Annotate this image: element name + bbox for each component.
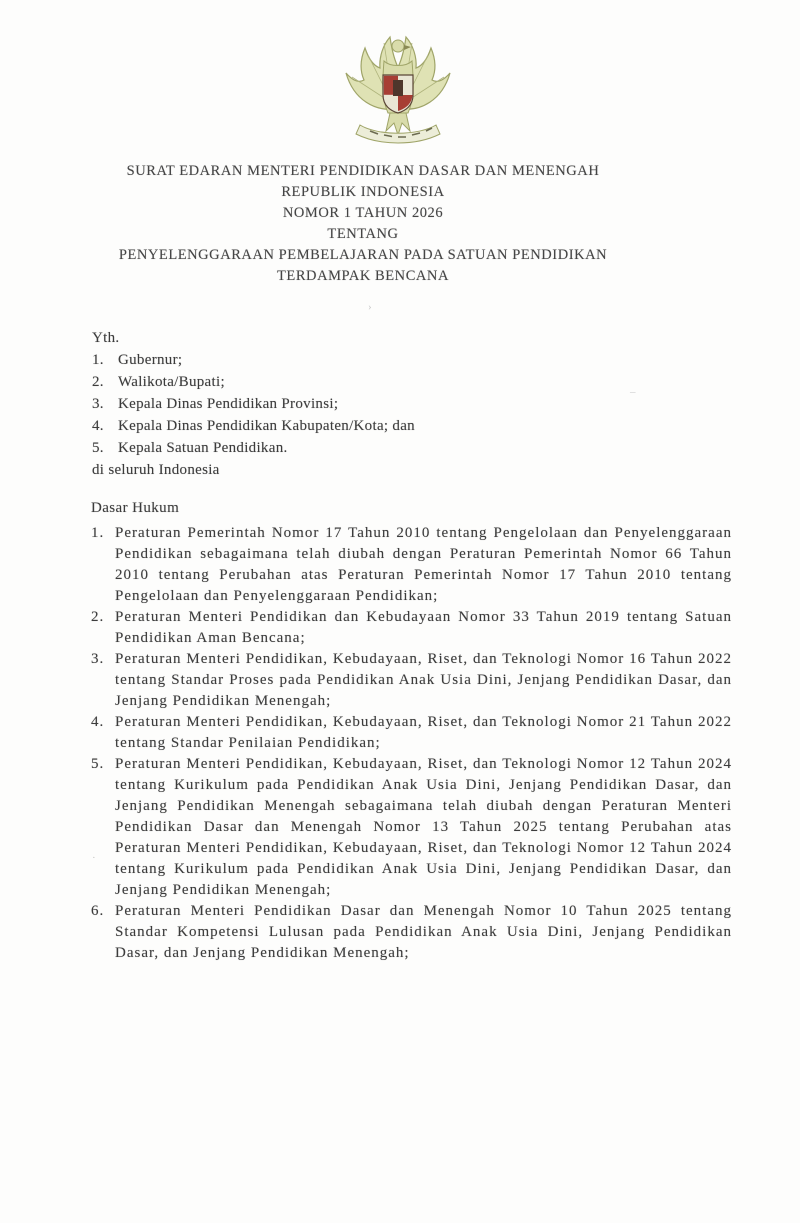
recipient-number: 1. bbox=[92, 352, 104, 368]
recipient-number: 5. bbox=[92, 440, 104, 456]
heading-line-5: PENYELENGGARAAN PEMBELAJARAN PADA SATUAN PENDIDIKAN bbox=[118, 247, 608, 263]
item-text: Peraturan Pemerintah Nomor 17 Tahun 2010 tentang Pengelolaan dan Penyelenggaraan Pendidikan sebagaimana telah diubah dengan Peraturan Pemerintah Nomor 66 Tahun 2010 tentang Perubahan atas Peraturan Pemerintah Nomor 17 Tahun 2010 tentang Pengelolaan dan Penyelenggaraan Pendidikan; bbox=[115, 525, 732, 604]
item-text: Peraturan Menteri Pendidikan dan Kebudayaan Nomor 33 Tahun 2019 tentang Satuan Pendidikan Aman Bencana; bbox=[115, 609, 732, 646]
recipient-number: 2. bbox=[92, 374, 104, 390]
salutation: Yth. bbox=[92, 330, 120, 346]
legal-basis-item bbox=[91, 607, 732, 649]
legal-basis-item bbox=[91, 901, 732, 964]
recipient-text: Kepala Satuan Pendidikan. bbox=[118, 440, 288, 456]
recipient-text: Walikota/Bupati; bbox=[118, 374, 225, 390]
letter-heading bbox=[60, 161, 666, 287]
heading-line-4: TENTANG bbox=[327, 226, 399, 242]
garuda-pancasila-emblem bbox=[336, 33, 460, 149]
recipient-item bbox=[92, 415, 712, 437]
garuda-head bbox=[392, 40, 404, 52]
recipient-text: Gubernur; bbox=[118, 352, 183, 368]
item-number: 3. bbox=[91, 651, 105, 667]
scan-speck: · bbox=[92, 852, 96, 864]
heading-line-2: REPUBLIK INDONESIA bbox=[281, 184, 445, 200]
heading-line-3: NOMOR 1 TAHUN 2026 bbox=[282, 205, 444, 221]
item-number: 4. bbox=[91, 714, 105, 730]
item-number: 2. bbox=[91, 609, 105, 625]
legal-basis-section bbox=[91, 498, 732, 964]
shield-center-emblem bbox=[393, 80, 403, 96]
item-number: 1. bbox=[91, 525, 105, 541]
recipient-block bbox=[92, 327, 712, 481]
heading-line-6: TERDAMPAK BENCANA bbox=[277, 268, 449, 284]
legal-basis-item bbox=[91, 754, 732, 901]
item-text: Peraturan Menteri Pendidikan, Kebudayaan, Riset, dan Teknologi Nomor 16 Tahun 2022 tentang Standar Proses pada Pendidikan Anak Usia Dini, Jenjang Pendidikan Dasar, dan Jenjang Pendidikan Menengah; bbox=[115, 651, 732, 709]
recipient-scope: di seluruh Indonesia bbox=[92, 462, 220, 478]
legal-basis-item bbox=[91, 523, 732, 607]
legal-basis-item bbox=[91, 712, 732, 754]
recipient-item bbox=[92, 393, 712, 415]
scan-speck: – bbox=[630, 386, 636, 398]
scan-speck: › bbox=[368, 301, 372, 313]
section-title: Dasar Hukum bbox=[91, 500, 180, 516]
item-text: Peraturan Menteri Pendidikan, Kebudayaan, Riset, dan Teknologi Nomor 21 Tahun 2022 tentang Standar Penilaian Pendidikan; bbox=[115, 714, 732, 751]
recipient-number: 4. bbox=[92, 418, 104, 434]
item-number: 5. bbox=[91, 756, 105, 772]
recipient-text: Kepala Dinas Pendidikan Kabupaten/Kota; dan bbox=[118, 418, 415, 434]
item-text: Peraturan Menteri Pendidikan, Kebudayaan, Riset, dan Teknologi Nomor 12 Tahun 2024 tentang Kurikulum pada Pendidikan Anak Usia Dini, Jenjang Pendidikan Dasar, dan Jenjang Pendidikan Menengah sebagaimana telah diubah dengan Peraturan Menteri Pendidikan Dasar dan Menengah Nomor 13 Tahun 2025 tentang Perubahan atas Peraturan Menteri Pendidikan, Kebudayaan, Riset, dan Teknologi Nomor 12 Tahun 2024 tentang Kurikulum pada Pendidikan Anak Usia Dini, Jenjang Pendidikan Dasar, dan Jenjang Pendidikan Menengah; bbox=[115, 756, 732, 898]
recipient-item bbox=[92, 437, 712, 459]
heading-line-1: SURAT EDARAN MENTERI PENDIDIKAN DASAR DAN MENENGAH bbox=[126, 163, 600, 179]
recipient-text: Kepala Dinas Pendidikan Provinsi; bbox=[118, 396, 339, 412]
item-number: 6. bbox=[91, 903, 105, 919]
garuda-tail bbox=[386, 113, 410, 135]
recipient-item bbox=[92, 349, 712, 371]
recipient-item bbox=[92, 371, 712, 393]
item-text: Peraturan Menteri Pendidikan Dasar dan Menengah Nomor 10 Tahun 2025 tentang Standar Kompetensi Lulusan pada Pendidikan Anak Usia Dini, Jenjang Pendidikan Dasar, dan Jenjang Pendidikan Menengah; bbox=[115, 903, 732, 961]
recipient-number: 3. bbox=[92, 396, 104, 412]
legal-basis-item bbox=[91, 649, 732, 712]
